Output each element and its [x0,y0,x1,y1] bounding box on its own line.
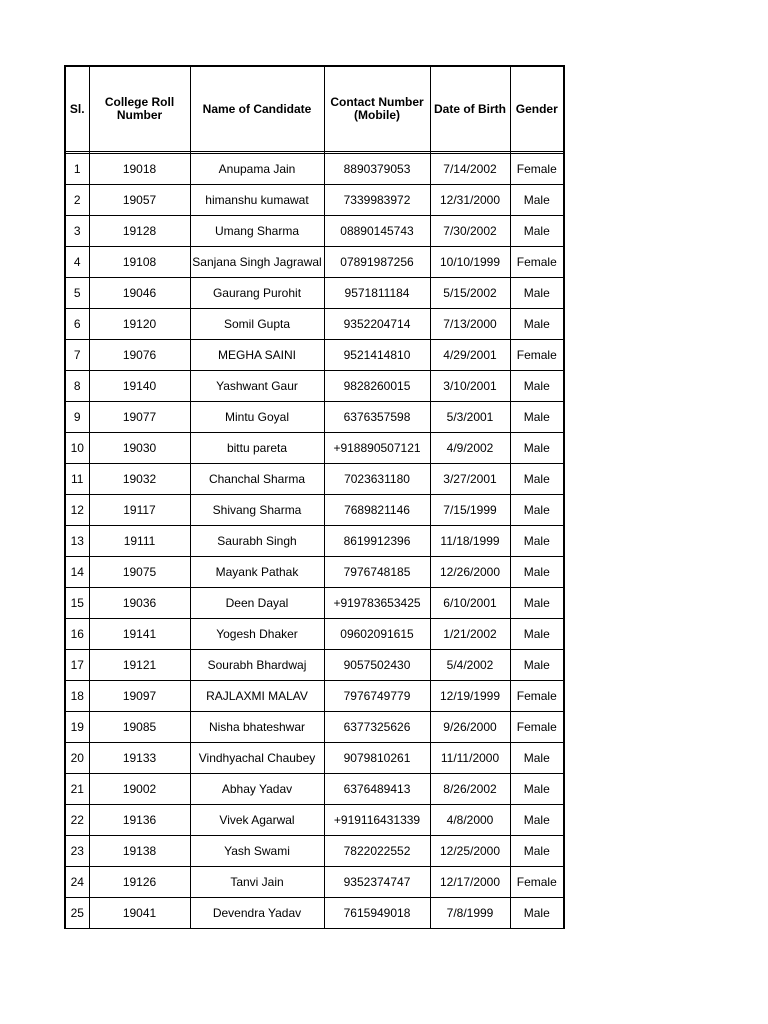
cell-contact-number: 7976749779 [324,681,430,712]
cell-sl: 25 [65,898,89,929]
cell-date-of-birth: 11/18/1999 [430,526,510,557]
header-contact-number: Contact Number (Mobile) [324,66,430,152]
table-row [65,805,564,836]
cell-gender: Male [510,836,564,867]
cell-sl: 21 [65,774,89,805]
cell-sl: 2 [65,185,89,216]
table-row [65,526,564,557]
table-row [65,867,564,898]
cell-date-of-birth: 10/10/1999 [430,247,510,278]
cell-gender: Female [510,154,564,185]
cell-candidate-name: himanshu kumawat [190,185,324,216]
cell-date-of-birth: 12/31/2000 [430,185,510,216]
cell-roll-number: 19057 [89,185,190,216]
cell-gender: Female [510,867,564,898]
cell-sl: 5 [65,278,89,309]
cell-candidate-name: Yash Swami [190,836,324,867]
header-date-of-birth: Date of Birth [430,66,510,152]
cell-candidate-name: Nisha bhateshwar [190,712,324,743]
table-row [65,464,564,495]
header-sl: Sl. [65,66,89,152]
cell-candidate-name: bittu pareta [190,433,324,464]
table-row [65,216,564,247]
table-header [65,66,564,152]
cell-gender: Female [510,340,564,371]
table-row [65,247,564,278]
cell-date-of-birth: 7/15/1999 [430,495,510,526]
cell-candidate-name: Chanchal Sharma [190,464,324,495]
cell-contact-number: 7976748185 [324,557,430,588]
cell-candidate-name: Gaurang Purohit [190,278,324,309]
cell-candidate-name: Vindhyachal Chaubey [190,743,324,774]
cell-gender: Male [510,526,564,557]
cell-roll-number: 19046 [89,278,190,309]
cell-date-of-birth: 9/26/2000 [430,712,510,743]
cell-sl: 24 [65,867,89,898]
cell-roll-number: 19126 [89,867,190,898]
cell-candidate-name: MEGHA SAINI [190,340,324,371]
cell-contact-number: 9828260015 [324,371,430,402]
cell-contact-number: 9057502430 [324,650,430,681]
cell-roll-number: 19002 [89,774,190,805]
table-row [65,402,564,433]
cell-candidate-name: Devendra Yadav [190,898,324,929]
header-roll-number: College Roll Number [89,66,190,152]
cell-contact-number: 7023631180 [324,464,430,495]
table-row [65,836,564,867]
cell-gender: Female [510,681,564,712]
cell-gender: Male [510,650,564,681]
cell-sl: 16 [65,619,89,650]
cell-date-of-birth: 4/8/2000 [430,805,510,836]
cell-candidate-name: RAJLAXMI MALAV [190,681,324,712]
cell-gender: Male [510,588,564,619]
cell-sl: 15 [65,588,89,619]
cell-contact-number: +918890507121 [324,433,430,464]
cell-contact-number: 8890379053 [324,154,430,185]
cell-gender: Male [510,805,564,836]
cell-roll-number: 19085 [89,712,190,743]
cell-contact-number: 7615949018 [324,898,430,929]
cell-sl: 9 [65,402,89,433]
cell-date-of-birth: 4/29/2001 [430,340,510,371]
table-row [65,371,564,402]
cell-sl: 4 [65,247,89,278]
cell-contact-number: 7822022552 [324,836,430,867]
cell-roll-number: 19108 [89,247,190,278]
table-row [65,743,564,774]
cell-gender: Male [510,185,564,216]
cell-roll-number: 19097 [89,681,190,712]
cell-contact-number: 9521414810 [324,340,430,371]
table-row [65,185,564,216]
cell-sl: 7 [65,340,89,371]
cell-sl: 3 [65,216,89,247]
cell-date-of-birth: 1/21/2002 [430,619,510,650]
cell-roll-number: 19140 [89,371,190,402]
cell-sl: 1 [65,154,89,185]
cell-date-of-birth: 7/13/2000 [430,309,510,340]
cell-gender: Male [510,433,564,464]
table-row [65,681,564,712]
header-row [65,66,564,152]
cell-sl: 8 [65,371,89,402]
cell-contact-number: 6376489413 [324,774,430,805]
cell-gender: Male [510,743,564,774]
cell-gender: Male [510,495,564,526]
header-candidate-name: Name of Candidate [190,66,324,152]
cell-gender: Female [510,247,564,278]
table-row [65,650,564,681]
cell-roll-number: 19141 [89,619,190,650]
cell-contact-number: 09602091615 [324,619,430,650]
cell-contact-number: 6376357598 [324,402,430,433]
cell-roll-number: 19036 [89,588,190,619]
cell-date-of-birth: 12/17/2000 [430,867,510,898]
cell-contact-number: 7689821146 [324,495,430,526]
cell-roll-number: 19138 [89,836,190,867]
cell-candidate-name: Abhay Yadav [190,774,324,805]
cell-roll-number: 19018 [89,154,190,185]
cell-candidate-name: Sanjana Singh Jagrawal [190,247,324,278]
candidate-table [64,65,565,929]
cell-contact-number: 9571811184 [324,278,430,309]
cell-gender: Female [510,712,564,743]
cell-date-of-birth: 12/25/2000 [430,836,510,867]
table-row [65,495,564,526]
cell-sl: 12 [65,495,89,526]
cell-date-of-birth: 11/11/2000 [430,743,510,774]
cell-candidate-name: Mayank Pathak [190,557,324,588]
cell-gender: Male [510,898,564,929]
cell-roll-number: 19121 [89,650,190,681]
cell-gender: Male [510,464,564,495]
cell-date-of-birth: 8/26/2002 [430,774,510,805]
table-row [65,278,564,309]
cell-contact-number: 08890145743 [324,216,430,247]
cell-candidate-name: Umang Sharma [190,216,324,247]
cell-gender: Male [510,557,564,588]
cell-candidate-name: Yashwant Gaur [190,371,324,402]
cell-roll-number: 19030 [89,433,190,464]
cell-roll-number: 19133 [89,743,190,774]
table-row [65,309,564,340]
cell-candidate-name: Mintu Goyal [190,402,324,433]
cell-sl: 18 [65,681,89,712]
cell-sl: 11 [65,464,89,495]
cell-sl: 6 [65,309,89,340]
table-row [65,898,564,929]
cell-contact-number: 7339983972 [324,185,430,216]
cell-roll-number: 19111 [89,526,190,557]
cell-roll-number: 19120 [89,309,190,340]
cell-date-of-birth: 6/10/2001 [430,588,510,619]
cell-roll-number: 19076 [89,340,190,371]
cell-date-of-birth: 7/30/2002 [430,216,510,247]
cell-contact-number: 9352204714 [324,309,430,340]
table-row [65,154,564,185]
cell-candidate-name: Somil Gupta [190,309,324,340]
table-row [65,557,564,588]
cell-gender: Male [510,216,564,247]
table-row [65,588,564,619]
cell-contact-number: 8619912396 [324,526,430,557]
cell-date-of-birth: 5/4/2002 [430,650,510,681]
cell-date-of-birth: 3/27/2001 [430,464,510,495]
cell-sl: 13 [65,526,89,557]
cell-gender: Male [510,774,564,805]
table-row [65,433,564,464]
cell-sl: 22 [65,805,89,836]
table-body [65,152,564,929]
cell-date-of-birth: 7/14/2002 [430,154,510,185]
cell-candidate-name: Anupama Jain [190,154,324,185]
cell-date-of-birth: 3/10/2001 [430,371,510,402]
cell-roll-number: 19077 [89,402,190,433]
cell-contact-number: 6377325626 [324,712,430,743]
cell-candidate-name: Saurabh Singh [190,526,324,557]
cell-candidate-name: Vivek Agarwal [190,805,324,836]
cell-contact-number: 9079810261 [324,743,430,774]
cell-sl: 20 [65,743,89,774]
cell-contact-number: 9352374747 [324,867,430,898]
cell-sl: 10 [65,433,89,464]
cell-contact-number: +919116431339 [324,805,430,836]
cell-roll-number: 19128 [89,216,190,247]
cell-gender: Male [510,371,564,402]
cell-contact-number: 07891987256 [324,247,430,278]
table-row [65,340,564,371]
cell-date-of-birth: 5/15/2002 [430,278,510,309]
cell-date-of-birth: 4/9/2002 [430,433,510,464]
cell-gender: Male [510,402,564,433]
cell-sl: 23 [65,836,89,867]
cell-sl: 19 [65,712,89,743]
cell-date-of-birth: 12/19/1999 [430,681,510,712]
cell-candidate-name: Deen Dayal [190,588,324,619]
table-row [65,712,564,743]
cell-roll-number: 19136 [89,805,190,836]
cell-roll-number: 19075 [89,557,190,588]
cell-roll-number: 19041 [89,898,190,929]
cell-gender: Male [510,619,564,650]
cell-gender: Male [510,278,564,309]
cell-roll-number: 19117 [89,495,190,526]
cell-contact-number: +919783653425 [324,588,430,619]
table-row [65,774,564,805]
cell-candidate-name: Yogesh Dhaker [190,619,324,650]
cell-gender: Male [510,309,564,340]
cell-sl: 17 [65,650,89,681]
cell-candidate-name: Tanvi Jain [190,867,324,898]
cell-candidate-name: Shivang Sharma [190,495,324,526]
cell-date-of-birth: 5/3/2001 [430,402,510,433]
cell-roll-number: 19032 [89,464,190,495]
cell-date-of-birth: 7/8/1999 [430,898,510,929]
table-row [65,619,564,650]
header-gender: Gender [510,66,564,152]
cell-candidate-name: Sourabh Bhardwaj [190,650,324,681]
cell-sl: 14 [65,557,89,588]
cell-date-of-birth: 12/26/2000 [430,557,510,588]
